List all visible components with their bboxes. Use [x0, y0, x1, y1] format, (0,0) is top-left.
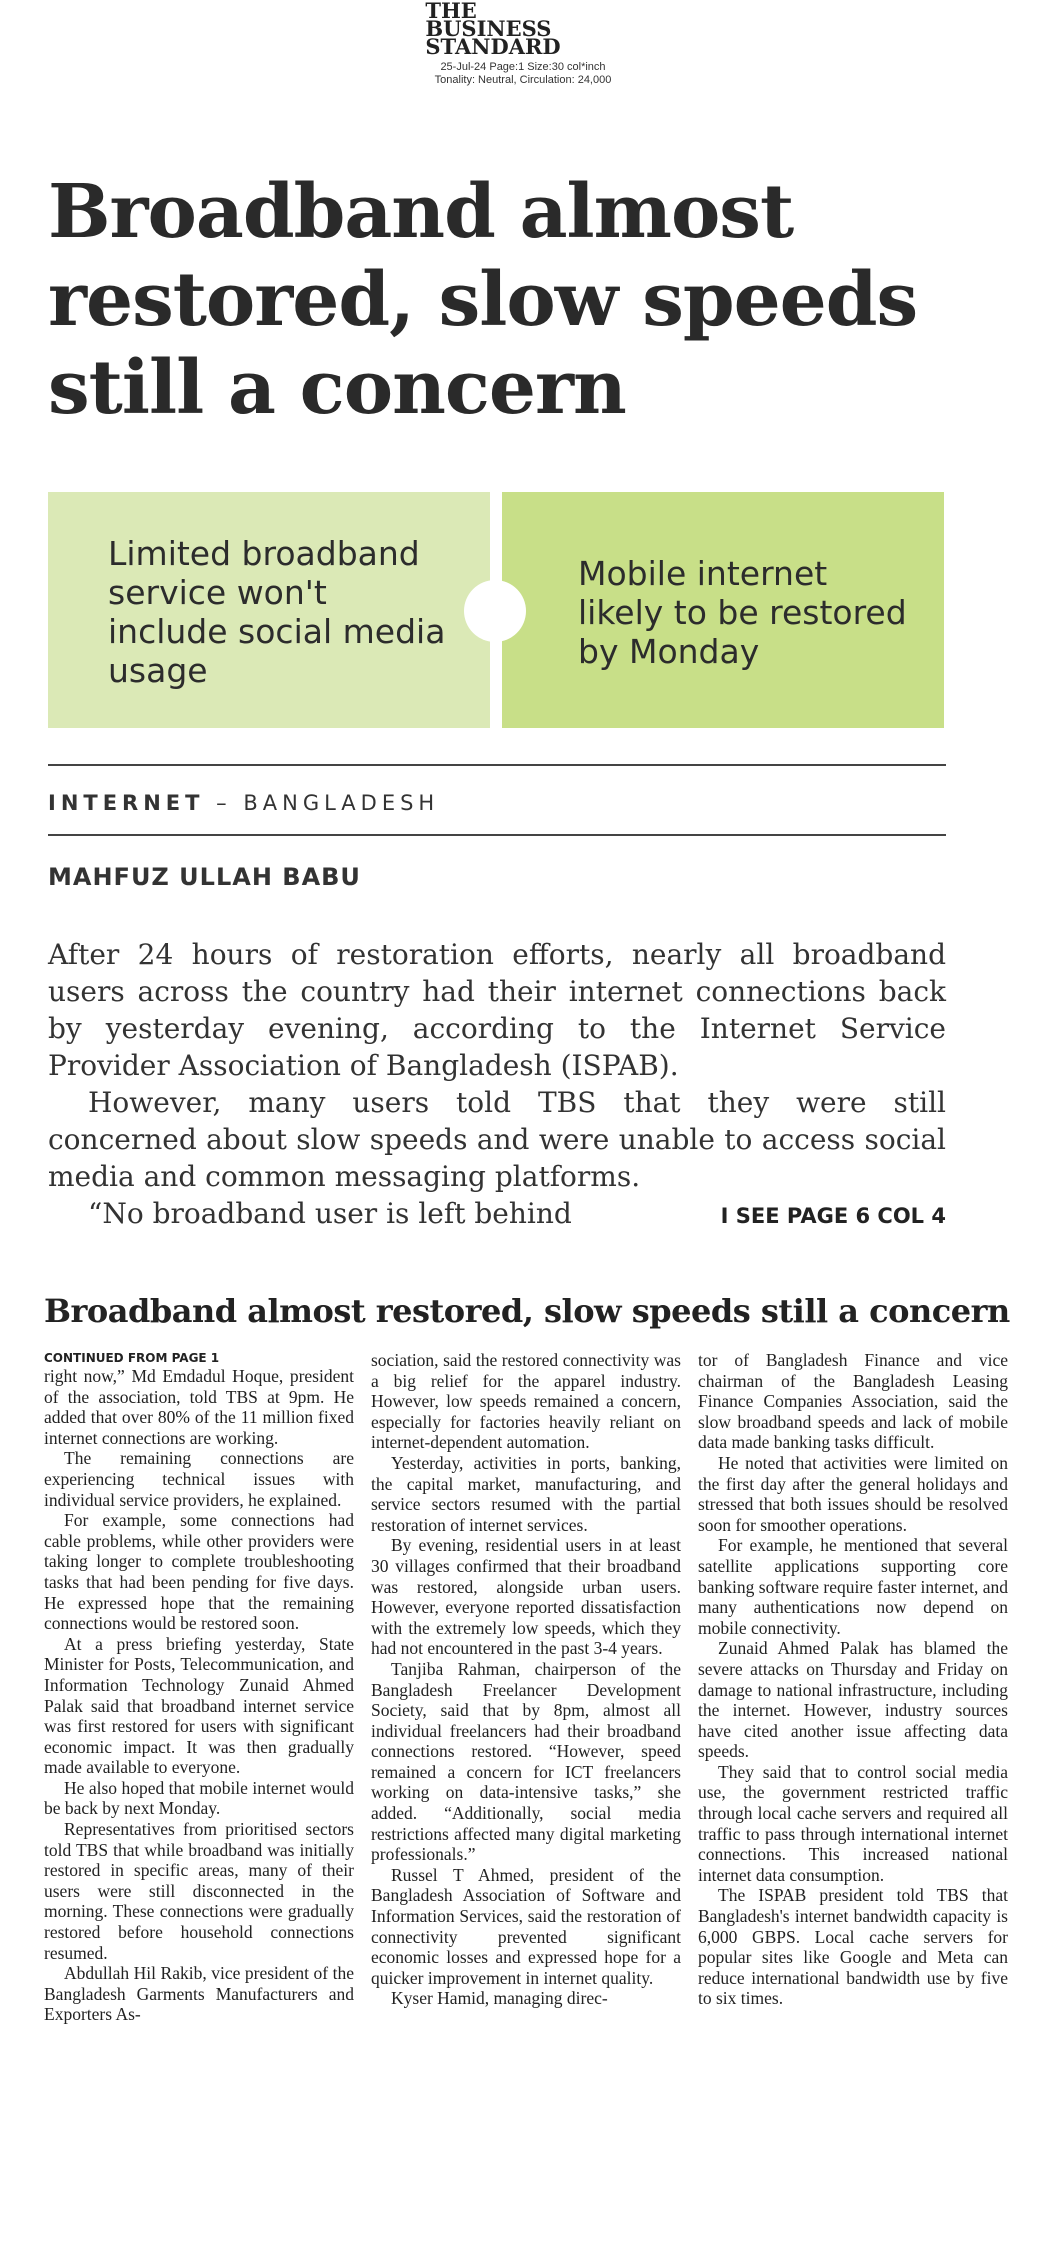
jump-link[interactable]: I SEE PAGE 6 COL 4: [720, 1204, 946, 1228]
headline: Broadband almost restored, slow speeds still a concern: [48, 169, 918, 431]
lede-paragraph: After 24 hours of restoration efforts, nearly all broadband users across the country had their internet connections back by yesterday evening, according to the Internet Service Provider Association of Bangladesh (ISPAB).: [48, 938, 946, 1082]
article-paragraph: He noted that activities were limited on the first day after the general holidays and stressed that both issues should be resolved soon for smoother operations.: [698, 1452, 1008, 1535]
lede-paragraph: However, many users told TBS that they were still concerned about slow speeds and were unable to access social media and common messaging platforms.: [48, 1086, 946, 1193]
clipping-meta: [0, 61, 1046, 87]
section-sub: – BANGLADESH: [216, 791, 440, 815]
lede-paragraph: [48, 1195, 946, 1235]
continued-label: CONTINUED FROM PAGE 1: [44, 1351, 220, 1365]
article-paragraph: For example, some connections had cable problems, while other providers were taking longer to complete troubleshooting tasks that had been pending for five days. He expressed hope that the remaining connections would be restored soon.: [44, 1510, 354, 1634]
article-paragraph: He also hoped that mobile internet would be back by next Monday.: [44, 1777, 354, 1819]
article-paragraph: The remaining connections are experiencing technical issues with individual service providers, he explained.: [44, 1448, 354, 1510]
divider: [48, 834, 946, 836]
article-paragraph: For example, he mentioned that several satellite applications supporting core banking software require faster internet, and many authentications now depend on mobile connectivity.: [698, 1535, 1009, 1638]
article-paragraph: sociation, said the restored connectivity was a big relief for the apparel industry. However, low speeds remained a concern, especially for factories heavily reliant on internet-dependent automation.: [371, 1350, 681, 1453]
clipping-meta-line: 25-Jul-24 Page:1 Size:30 col*inch: [440, 61, 606, 73]
section-label: [48, 791, 439, 815]
clipping-meta-line: Tonality: Neutral, Circulation: 24,000: [434, 74, 612, 86]
promo-box-right: Mobile internet likely to be restored by Monday: [502, 492, 944, 728]
logo-line: BUSINESS: [425, 16, 552, 41]
lede: [48, 936, 946, 1235]
article-paragraph: tor of Bangladesh Finance and vice chairman of the Bangladesh Leasing Finance Companies Association, said the slow broadband speeds and lack of mobile data made banking tasks difficult.: [698, 1350, 1008, 1453]
article-paragraph: They said that to control social media use, the government restricted traffic through local cache servers and required all traffic to pass through international internet connections. This increased national internet data consumption.: [698, 1761, 1008, 1885]
article-paragraph: Russel T Ahmed, president of the Bangladesh Association of Software and Information Services, said the restoration of connectivity prevented significant economic losses and expressed hope for a quicker improvement in internet quality.: [371, 1864, 681, 1988]
article-paragraph: Abdullah Hil Rakib, vice president of the Bangladesh Garments Manufacturers and Exporters As-: [44, 1963, 354, 2025]
article-paragraph: Tanjiba Rahman, chairperson of the Bangladesh Freelancer Development Society, said that by 8pm, almost all individual freelancers had their broadband connections restored. “However, speed remained a concern for ICT freelancers working on data-intensive tasks,” she added. “Additionally, social media restrictions affected many digital marketing professionals.”: [371, 1658, 681, 1865]
lede-quote: “No broadband user is left behind: [88, 1197, 572, 1230]
article-paragraph: Yesterday, activities in ports, banking, the capital market, manufacturing, and service sectors resumed with the partial restoration of internet services.: [371, 1452, 681, 1535]
article-columns: [44, 1350, 1009, 2250]
article-paragraph: Representatives from prioritised sectors told TBS that while broadband was initially restored in specific areas, many of their users were still disconnected in the morning. These connections were gradually restored before household connections resumed.: [44, 1819, 354, 1963]
article-column-3: [698, 1350, 1008, 2009]
article-column-1: [44, 1350, 354, 2025]
promo-box-left: Limited broadband service won't include social media usage: [48, 492, 490, 728]
article-paragraph: The ISPAB president told TBS that Bangladesh's internet bandwidth capacity is 6,000 GBPS. Local cache servers for popular sites like Google and Meta can reduce international bandwidth use by five to six times.: [698, 1885, 1008, 2009]
article-column-2: [371, 1350, 681, 2009]
article-paragraph: At a press briefing yesterday, State Minister for Posts, Telecommunication, and Information Technology Zunaid Ahmed Palak said that broadband internet service was first restored for users with significant economic impact. It was then gradually made available to everyone.: [44, 1633, 354, 1778]
divider: [48, 764, 946, 766]
article-paragraph: Kyser Hamid, managing direc-: [391, 1988, 608, 2009]
section-name: INTERNET: [48, 791, 205, 815]
promo-divider-dot: [464, 580, 526, 642]
newspaper-logo: [425, 0, 561, 59]
masthead: [0, 2, 1046, 87]
logo-line: STANDARD: [425, 34, 561, 59]
article-paragraph: By evening, residential users in at least 30 villages confirmed that their broadband was restored, alongside urban users. However, everyone reported dissatisfaction with the extremely low speeds, which they had not encountered in the past 3-4 years.: [371, 1535, 681, 1659]
article-paragraph: Zunaid Ahmed Palak has blamed the severe attacks on Thursday and Friday on damage to national infrastructure, including the internet. However, industry sources have cited another issue affecting data speeds.: [698, 1638, 1008, 1762]
logo-line: THE: [425, 0, 477, 23]
continuation-headline: Broadband almost restored, slow speeds still a concern: [44, 1292, 1010, 1330]
article-paragraph: right now,” Md Emdadul Hoque, president of the association, told TBS at 9pm. He added that over 80% of the 11 million fixed internet connections are working.: [44, 1366, 354, 1448]
byline: MAHFUZ ULLAH BABU: [48, 863, 361, 891]
